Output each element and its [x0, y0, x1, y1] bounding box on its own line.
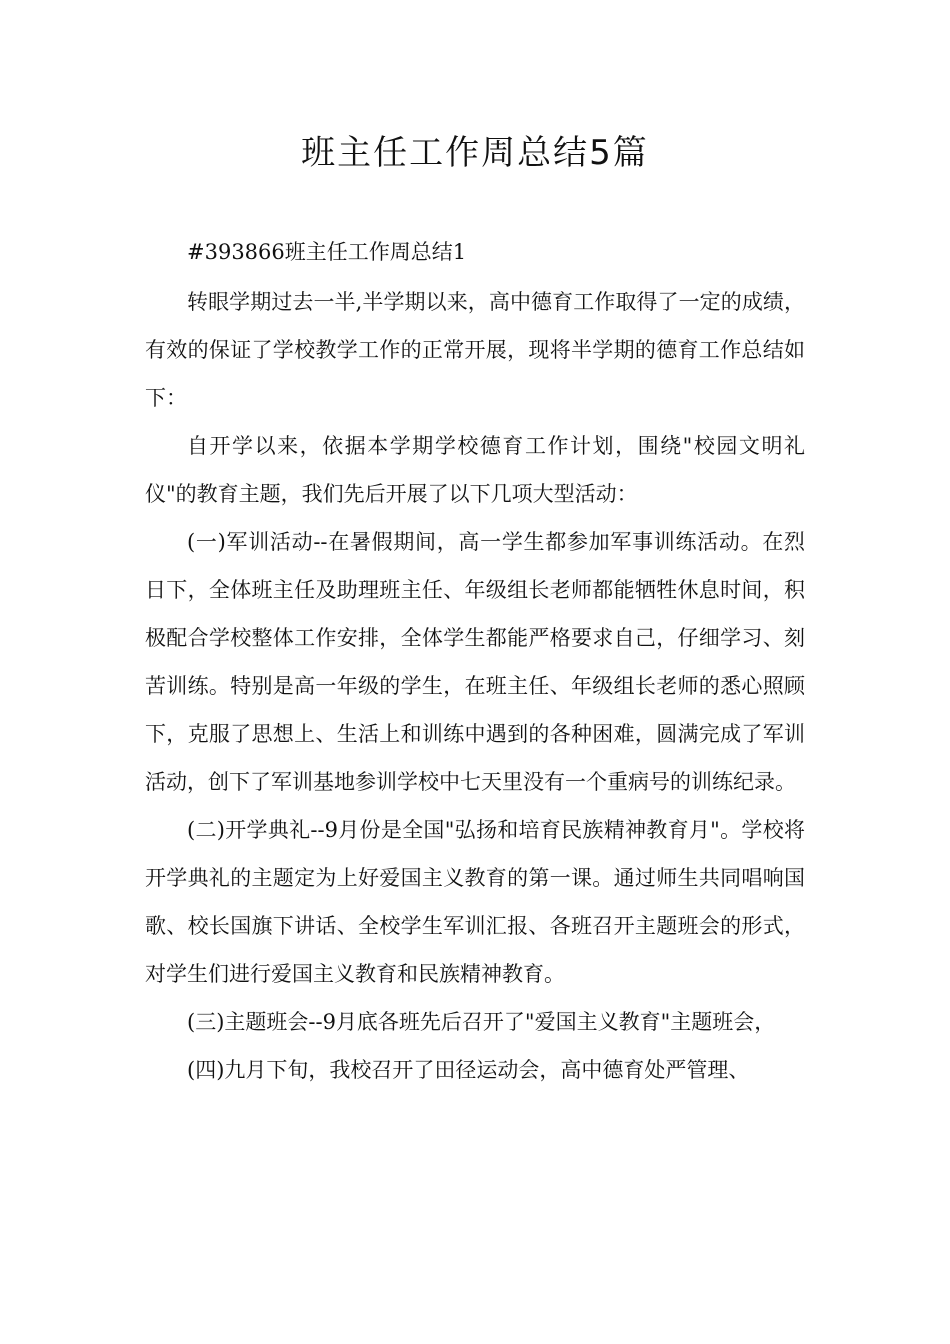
- paragraph-sports-meet: (四)九月下旬，我校召开了田径运动会，高中德育处严管理、: [187, 1058, 750, 1082]
- document-title: 班主任工作周总结5篇: [301, 133, 649, 173]
- document-body: [145, 228, 805, 1094]
- paragraph-intro: 转眼学期过去一半,半学期以来，高中德育工作取得了一定的成绩，有效的保证了学校教学工作的正常开展，现将半学期的德育工作总结如下：: [145, 290, 805, 410]
- paragraph-military-training: (一)军训活动--在暑假期间，高一学生都参加军事训练活动。在烈日下，全体班主任及助理班主任、年级组长老师都能牺牲休息时间，积极配合学校整体工作安排，全体学生都能严格要求自己，仔细学习、刻苦训练。特别是高一年级的学生，在班主任、年级组长老师的悉心照顾下，克服了思想上、生活上和训练中遇到的各种困难，圆满完成了军训活动，创下了军训基地参训学校中七天里没有一个重病号的训练纪录。: [145, 530, 805, 794]
- section-heading: #393866班主任工作周总结1: [187, 240, 467, 264]
- paragraph-theme-meeting: (三)主题班会--9月底各班先后召开了"爱国主义教育"主题班会，: [187, 1010, 776, 1034]
- paragraph-activities-overview: 自开学以来，依据本学期学校德育工作计划，围绕"校园文明礼仪"的教育主题，我们先后开展了以下几项大型活动：: [145, 434, 805, 506]
- paragraph-opening-ceremony: (二)开学典礼--9月份是全国"弘扬和培育民族精神教育月"。学校将开学典礼的主题定为上好爱国主义教育的第一课。通过师生共同唱响国歌、校长国旗下讲话、全校学生军训汇报、各班召开主题班会的形式，对学生们进行爱国主义教育和民族精神教育。: [145, 818, 805, 986]
